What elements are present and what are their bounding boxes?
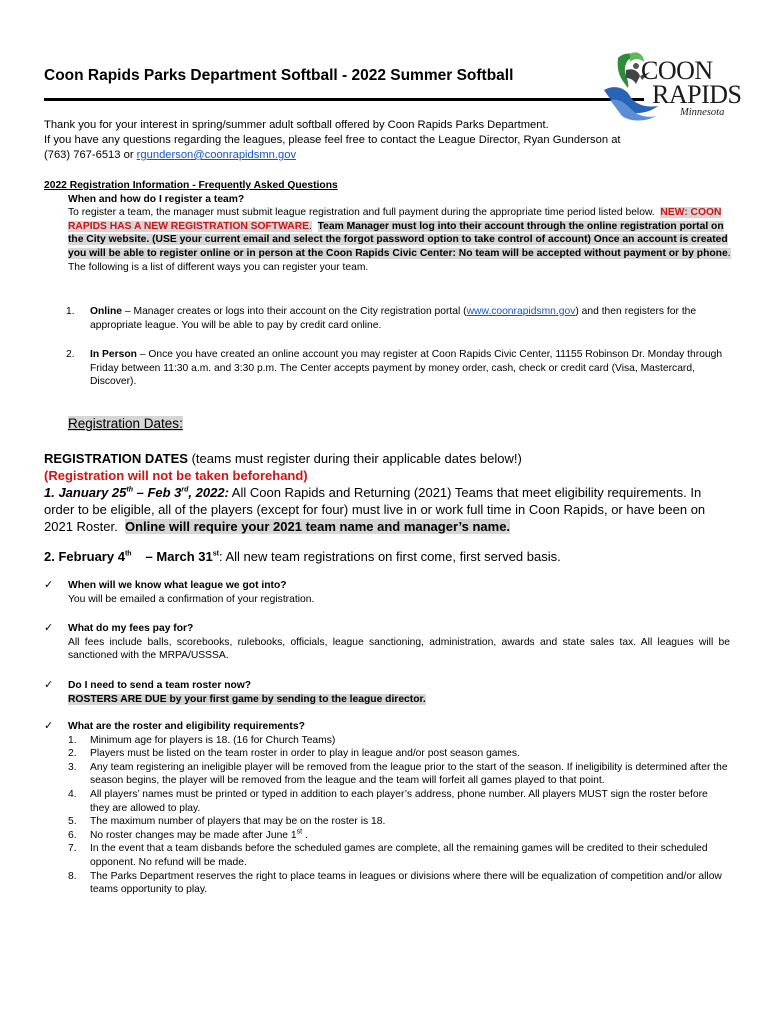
registration-dates-heading: [68, 416, 183, 431]
intro-paragraph: [44, 118, 724, 163]
faq-item-eligibility: [44, 720, 730, 897]
list-item: 7. In the event that a team disbands before the scheduled games are complete, all the remaining games will be credited to their scheduled opponent. No refund will be made.: [68, 843, 708, 868]
manager-instructions: Team Manager must log into their account through the online registration portal on the City website. (USE your current email and select the forgot password option to take control of account) Once an account is created you will be able to register online or in person at the Coon Rapids Civic Center: No team will be accepted without payment or by phone: [68, 220, 728, 259]
page-title: Coon Rapids Parks Department Softball - 2022 Summer Softball: [44, 67, 514, 84]
period-2: 2. February 4th – March 31st: All new team registrations on first come, first served basis.: [44, 549, 561, 564]
question-text: When will we know what league we got into?: [68, 580, 287, 591]
option-number: 2.: [66, 349, 75, 360]
heading-colon: :: [179, 416, 183, 431]
period-2-text: : All new team registrations on first come, first served basis.: [218, 549, 561, 564]
registration-dates-block: [44, 450, 714, 535]
answer-end: The following is a list of different ways you can register your team.: [68, 261, 369, 273]
section-title: Registration Dates: [68, 416, 180, 431]
title-rule: [44, 98, 644, 101]
list-item: 8. The Parks Department reserves the right to place teams in leagues or divisions where there will be equalization of competition and/or allow teams opportunity to play.: [68, 870, 722, 896]
logo-word-minnesota: Minnesota: [680, 107, 725, 118]
faq-item-roster: [44, 679, 730, 706]
list-item: 5. The maximum number of players that may be on the roster is 18.: [68, 816, 386, 828]
period-1-bold-note: Online will require your 2021 team name and manager’s name.: [124, 519, 511, 534]
answer-text: ROSTERS ARE DUE by your first game by sending to the league director.: [68, 693, 426, 705]
faq-heading: 2022 Registration Information - Frequently Asked Questions: [44, 180, 338, 191]
option-text-after: ) and then registers for the appropriate league. You will be able to pay by credit card online.: [90, 306, 697, 331]
list-item: 1. Minimum age for players is 18. (16 for Church Teams): [68, 734, 336, 746]
question-text: Do I need to send a team roster now?: [68, 680, 252, 691]
checkmark-icon: ✓: [44, 579, 54, 591]
option-text: – Manager creates or logs into their account on the City registration portal (: [122, 306, 467, 317]
intro-line-1: Thank you for your interest in spring/summer adult softball offered by Coon Rapids Parks Department.: [44, 119, 549, 131]
checkmark-icon: ✓: [44, 622, 54, 634]
logo-word-coon: COON: [641, 56, 713, 85]
list-item: 4. All players’ names must be printed or typed in addition to each player’s address, phone number. All players MUST sign the roster before they are allowed to play.: [68, 788, 708, 814]
answer-text: You will be emailed a confirmation of your registration.: [68, 593, 315, 605]
faq-question-register: [44, 193, 734, 275]
registration-option-in-person: [44, 348, 724, 389]
answer-text: All fees include balls, scorebooks, rulebooks, officials, league sanctioning, administration, awards and state sales tax. All leagues will be sanctioned with the MRPA/USSSA.: [68, 636, 730, 662]
option-label: Online: [90, 306, 123, 317]
checkmark-icon: ✓: [44, 679, 54, 691]
intro-line-2: If you have any questions regarding the leagues, please feel free to contact the League Director, Ryan Gunderson at: [44, 134, 621, 146]
option-number: 1.: [66, 306, 75, 317]
requirements-list: [68, 734, 730, 897]
list-item: 2. Players must be listed on the team roster in order to play in league and/or post season games.: [68, 748, 520, 760]
question-text: What are the roster and eligibility requirements?: [68, 721, 305, 732]
option-label: In Person: [90, 349, 137, 360]
new-software-notice: NEW: COON RAPIDS HAS A NEW REGISTRATION SOFTWARE: [68, 207, 722, 232]
question-text: When and how do I register a team?: [68, 193, 245, 205]
answer-part-1: To register a team, the manager must submit league registration and full payment during the appropriate time period listed below.: [68, 207, 655, 219]
question-text: What do my fees pay for?: [68, 623, 194, 634]
email-link[interactable]: rgunderson@coonrapidsmn.gov: [136, 149, 297, 161]
intro-phone: (763) 767-6513 or: [44, 149, 137, 161]
period-1: 1. January 25th – Feb 3rd, 2022: All Coon Rapids and Returning (2021) Teams that meet eligibility requirements. In order to be eligible, all of the players (except for four) must live in or work full time in Coon Rapids, or have been on 2021 Roster. Online will require your 2021 team name and manager’s name.: [44, 485, 706, 534]
city-website-link[interactable]: www.coonrapidsmn.gov: [466, 306, 576, 317]
checkmark-icon: ✓: [44, 720, 54, 732]
dates-label: REGISTRATION DATES: [44, 451, 188, 466]
logo-word-rapids: RAPIDS: [652, 80, 742, 109]
city-logo: [600, 50, 740, 122]
option-text: – Once you have created an online account you may register at Coon Rapids Civic Center, 11155 Robinson Dr. Monday through Friday between 11:30 a.m. and 3:30 p.m. The Center accepts payment by money order, cash, check or credit card (Visa, Mastercard, Discover).: [90, 349, 723, 388]
registration-option-online: [44, 305, 724, 332]
list-item: 6. No roster changes may be made after June 1st .: [68, 828, 308, 841]
faq-item-fees: [44, 622, 730, 663]
dates-note: (teams must register during their applicable dates below!): [187, 451, 522, 466]
answer-text: To register a team, the manager must submit league registration and full payment during the appropriate time period listed below. NEW: COON RAPIDS HAS A NEW REGISTRATION SOFTWARE. Team Manager must log into their account through the online registration portal on the City website. (USE your current email and select the forgot password option to take control of account) Once an account is created you will be able to register online or in person at the Coon Rapids Civic Center: No team will be accepted without payment or by phone. The following is a list of different ways you can register your team.: [68, 207, 731, 273]
list-item: 3. Any team registering an ineligible player will be removed from the league prior to the start of the season. If ineligibility is determined after the season begins, the player will be removed from the league and the team will forfeit all games played to that point.: [68, 761, 728, 787]
faq-item-league: [44, 579, 730, 606]
faq-section: [44, 179, 734, 274]
period-1-text: All Coon Rapids and Returning (2021) Teams that meet eligibility requirements. In order to be eligible, all of the players (except for four) must live in or work full time in Coon Rapids, or have been on 2021 Roster.: [44, 485, 706, 534]
registration-warning: (Registration will not be taken beforehand): [44, 468, 308, 483]
